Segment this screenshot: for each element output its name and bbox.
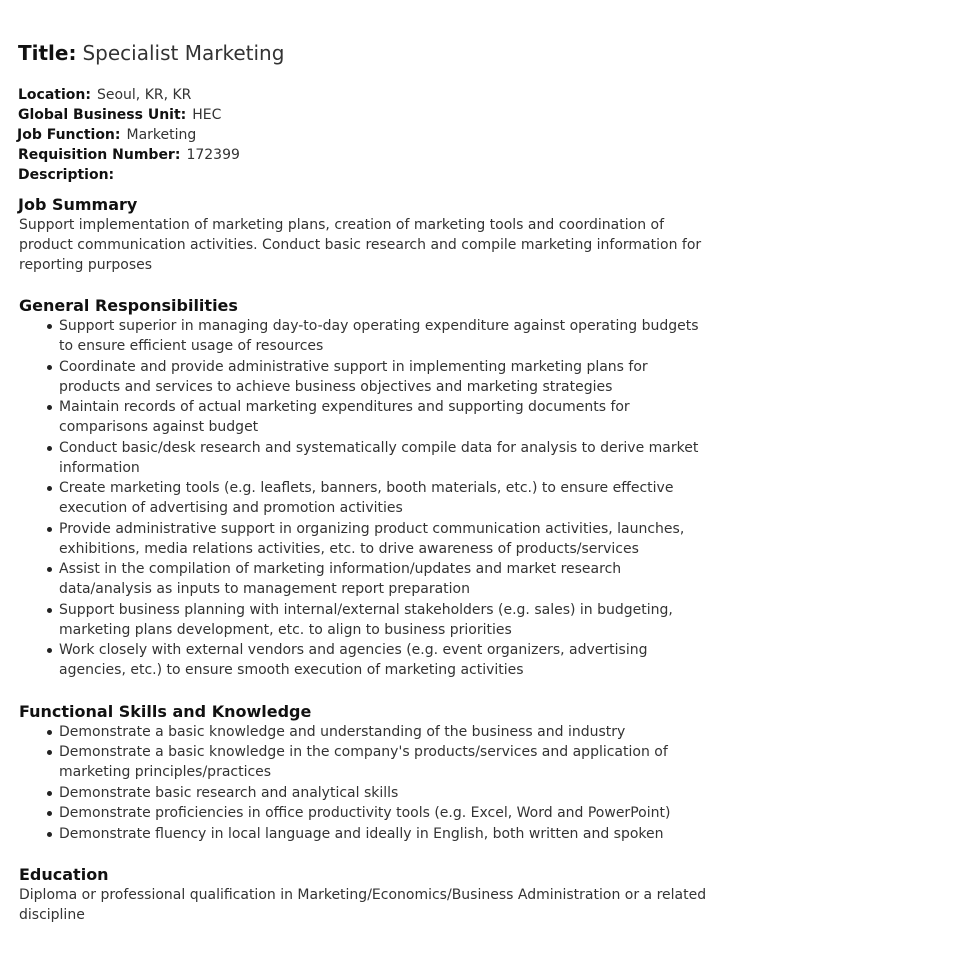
list-item: Coordinate and provide administrative support in implementing marketing plans for products and services to achieve business objectives and marketing strategies <box>59 357 709 397</box>
list-item: Demonstrate a basic knowledge and understanding of the business and industry <box>59 722 709 742</box>
functional-skills-section <box>19 702 718 844</box>
job-title: Specialist Marketing <box>82 41 285 65</box>
general-responsibilities-heading: General Responsibilities <box>19 296 238 315</box>
requisition-value: 172399 <box>186 147 240 163</box>
list-item: Conduct basic/desk research and systematically compile data for analysis to derive market information <box>59 438 709 478</box>
job-summary-section <box>19 195 718 275</box>
location-label: Location: <box>18 87 91 103</box>
job-title-row <box>18 39 718 69</box>
gbu-label: Global Business Unit: <box>18 107 187 123</box>
requisition-label: Requisition Number: <box>18 147 181 163</box>
job-function-label: Job Function: <box>17 127 121 143</box>
list-item: Assist in the compilation of marketing information/updates and market research data/analysis as inputs to management report preparation <box>59 559 709 599</box>
job-posting <box>18 39 718 925</box>
list-item: Work closely with external vendors and agencies (e.g. event organizers, advertising agencies, etc.) to ensure smooth execution of marketing activities <box>59 640 709 680</box>
job-function-value: Marketing <box>126 127 197 143</box>
list-item: Demonstrate a basic knowledge in the company's products/services and application of marketing principles/practices <box>59 742 709 782</box>
job-function-row <box>17 125 718 145</box>
requisition-row <box>18 145 718 165</box>
education-heading: Education <box>19 865 109 884</box>
functional-skills-heading: Functional Skills and Knowledge <box>19 701 312 721</box>
list-item: Support business planning with internal/external stakeholders (e.g. sales) in budgeting, marketing plans development, etc. to align to business priorities <box>59 600 709 640</box>
gbu-row <box>18 105 718 125</box>
list-item: Demonstrate basic research and analytical skills <box>59 783 709 803</box>
description-row <box>18 165 718 185</box>
functional-skills-list <box>19 722 709 844</box>
title-label: Title: <box>18 41 77 65</box>
list-item: Demonstrate fluency in local language and ideally in English, both written and spoken <box>59 824 709 844</box>
job-summary-text: Support implementation of marketing plans, creation of marketing tools and coordination of product communication activities. Conduct basic research and compile marketing information for reporting purposes <box>19 217 702 273</box>
list-item: Support superior in managing day-to-day operating expenditure against operating budgets to ensure efficient usage of resources <box>59 316 709 356</box>
education-text: Diploma or professional qualification in Marketing/Economics/Business Administration or a related discipline <box>19 887 707 923</box>
description-label: Description: <box>18 167 115 183</box>
list-item: Maintain records of actual marketing expenditures and supporting documents for comparisons against budget <box>59 397 709 437</box>
job-summary-heading: Job Summary <box>18 195 138 214</box>
location-row <box>18 85 718 105</box>
list-item: Demonstrate proficiencies in office productivity tools (e.g. Excel, Word and PowerPoint) <box>59 803 709 823</box>
general-responsibilities-section <box>19 296 718 680</box>
gbu-value: HEC <box>192 107 222 123</box>
list-item: Provide administrative support in organizing product communication activities, launches, exhibitions, media relations activities, etc. to drive awareness of products/services <box>59 519 709 559</box>
list-item: Create marketing tools (e.g. leaflets, banners, booth materials, etc.) to ensure effective execution of advertising and promotion activities <box>59 478 709 518</box>
education-section <box>19 865 718 925</box>
general-responsibilities-list <box>19 316 709 680</box>
location-value: Seoul, KR, KR <box>96 87 192 103</box>
